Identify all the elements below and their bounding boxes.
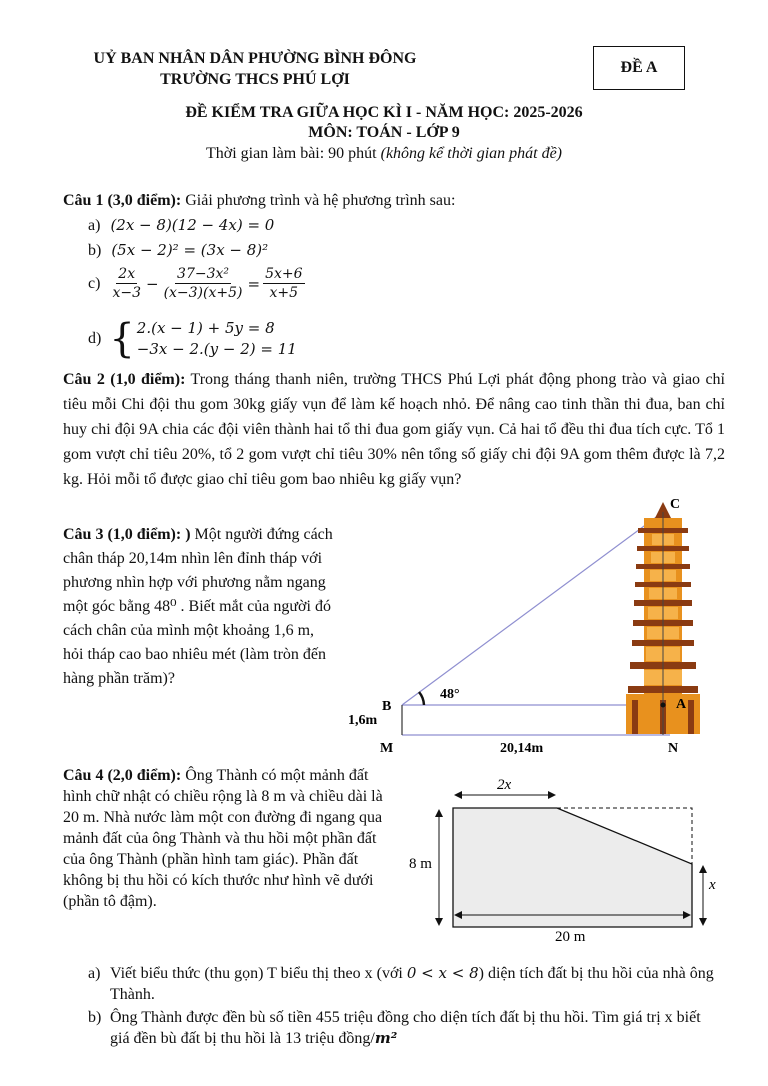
land-figure <box>405 775 735 950</box>
q1-b-equation: (5x − 2)² = (3x − 8)² <box>111 241 269 259</box>
exam-title: ĐỀ KIỂM TRA GIỮA HỌC KÌ I - NĂM HỌC: 2025-2026 <box>185 104 583 121</box>
q4-a-text-1: Viết biểu thức (thu gọn) T biểu thị theo x (với <box>110 965 407 982</box>
q1-c-label: c) <box>88 274 101 292</box>
q4-b-text: Ông Thành được đền bù số tiền 455 triệu đồng cho diện tích đất bị thu hồi. Tìm giá trị x biết giá đền bù đất bị thu hồi là 13 triệu đồng/ <box>110 1009 701 1047</box>
angle-label: 48° <box>440 687 460 702</box>
q1-c-f1-denominator: x−3 <box>112 285 141 301</box>
q1-c-f1-numerator: 2x <box>118 266 136 282</box>
label-m: M <box>380 741 394 756</box>
q1-c-f2-denominator: (x−3)(x+5) <box>163 285 243 301</box>
exam-code-box: ĐỀ A <box>593 46 685 90</box>
q4-b-unit: m² <box>374 1029 398 1047</box>
sight-line <box>402 512 663 705</box>
q1-d-label: d) <box>88 330 102 347</box>
q3-paragraph <box>63 523 333 691</box>
school-name: TRƯỜNG THCS PHÚ LỢI <box>160 71 350 88</box>
org-name: UỶ BAN NHÂN DÂN PHƯỜNG BÌNH ĐÔNG <box>93 50 417 67</box>
q4-a-label: a) <box>88 965 101 982</box>
q1-item-a <box>88 213 274 238</box>
subject-title: MÔN: TOÁN - LỚP 9 <box>308 124 460 141</box>
q4-paragraph <box>63 765 393 912</box>
height-label: 1,6m <box>348 713 378 728</box>
school-header <box>60 48 450 90</box>
dim-bottom-label: 20 m <box>555 929 586 945</box>
q1-label: Câu 1 (3,0 điểm): <box>63 192 182 209</box>
q1-c-f2-numerator: 37−3x² <box>177 266 229 282</box>
angle-arc <box>419 692 424 705</box>
q2-paragraph <box>63 367 725 492</box>
q3-text-2: . Biết mắt của người đó cách chân của mình một khoảng 1,6 m, hỏi tháp cao bao nhiêu mét (làm tròn đến hàng phần trăm)? <box>63 598 331 687</box>
q3-angle: 48⁰ <box>154 598 177 615</box>
q2-text: Trong tháng thanh niên, trường THCS Phú Lợi phát động phong trào và giao chỉ tiêu mỗi Chi đội thu gom 30kg giấy vụn để làm kế hoạch nhỏ. Để nâng cao tinh thần thi đua, ban chỉ huy chi đội 9A chia các đội viên thành hai tổ thi đua gom giấy vụn. Cả hai tổ đều thi đua tích cực. Tổ 1 gom vượt chỉ tiêu 20%, tổ 2 gom vượt chỉ tiêu 30% nên tổng số giấy chi đội 9A gom thêm được là 7,2 kg. Hỏi mỗi tổ được giao chỉ tiêu gom bao nhiêu kg giấy vụn? <box>63 371 725 488</box>
q1-a-equation: (2x − 8)(12 − 4x) = 0 <box>110 216 275 234</box>
label-n: N <box>668 741 679 756</box>
q1-item-c <box>88 266 308 301</box>
q4-item-b <box>88 1007 728 1049</box>
q1-d-equation-1: 2.(x − 1) + 5y = 8 <box>136 319 275 337</box>
q4-label: Câu 4 (2,0 điểm): <box>63 767 182 784</box>
dim-right-label: x <box>709 877 716 893</box>
q1-d-equation-2: −3x − 2.(y − 2) = 11 <box>136 340 297 358</box>
tower-figure <box>340 490 740 760</box>
q1-c-fraction-3 <box>263 266 304 301</box>
q4-b-body <box>110 1007 722 1049</box>
system-brace: { <box>109 316 135 362</box>
time-note: (không kể thời gian phát đề) <box>380 145 563 162</box>
distance-label: 20,14m <box>500 741 544 756</box>
q1-b-label: b) <box>88 242 102 259</box>
remaining-land <box>453 808 692 927</box>
dim-top-label: 2x <box>497 777 512 793</box>
q4-a-body <box>110 963 722 1005</box>
q1-a-label: a) <box>88 217 101 234</box>
q2-label: Câu 2 (1,0 điểm): <box>63 371 186 388</box>
q1-c-f3-numerator: 5x+6 <box>265 266 303 282</box>
q3-label: Câu 3 (1,0 điểm): ) <box>63 526 191 543</box>
q1-c-f3-denominator: x+5 <box>269 285 299 301</box>
dim-left-label: 8 m <box>409 856 432 872</box>
q1-c-fraction-1 <box>110 266 143 301</box>
label-a: A <box>676 697 687 712</box>
q1-heading <box>63 189 455 213</box>
q1-c-fraction-2 <box>162 266 245 301</box>
q1-c-equals: = <box>247 274 261 293</box>
q4-b-label: b) <box>88 1009 102 1026</box>
q1-item-b <box>88 238 268 263</box>
label-b: B <box>382 699 392 714</box>
q4-a-condition: 0 < x < 8 <box>406 964 479 982</box>
label-c: C <box>670 497 681 512</box>
point-a <box>661 703 666 708</box>
q1-c-minus: − <box>145 274 159 293</box>
q4-a-text-2: ) diện tích đất bị thu hồi của nhà ông Thành. <box>110 965 714 1003</box>
time-prefix: Thời gian làm bài: 90 phút <box>205 145 381 162</box>
q1-text: Giải phương trình và hệ phương trình sau: <box>181 192 456 209</box>
q4-text: Ông Thành có một mảnh đất hình chữ nhật có chiều rộng là 8 m và chiều dài là 20 m. Nhà nước làm một con đường đi ngang qua mảnh đất của ông Thành và thu hồi một phần đất của ông Thành (phần hình tam giác). Phần đất không bị thu hồi có kích thước như hình vẽ dưới (phần tô đậm). <box>63 767 383 910</box>
time-info <box>0 145 768 163</box>
q1-d-system <box>137 318 297 360</box>
q1-item-d <box>88 318 297 360</box>
q3-text-1: Một người đứng cách chân tháp 20,14m nhìn lên đỉnh tháp với phương nhìn hợp với phương nằm ngang một góc bằng <box>63 526 333 615</box>
q4-item-a <box>88 963 728 1005</box>
